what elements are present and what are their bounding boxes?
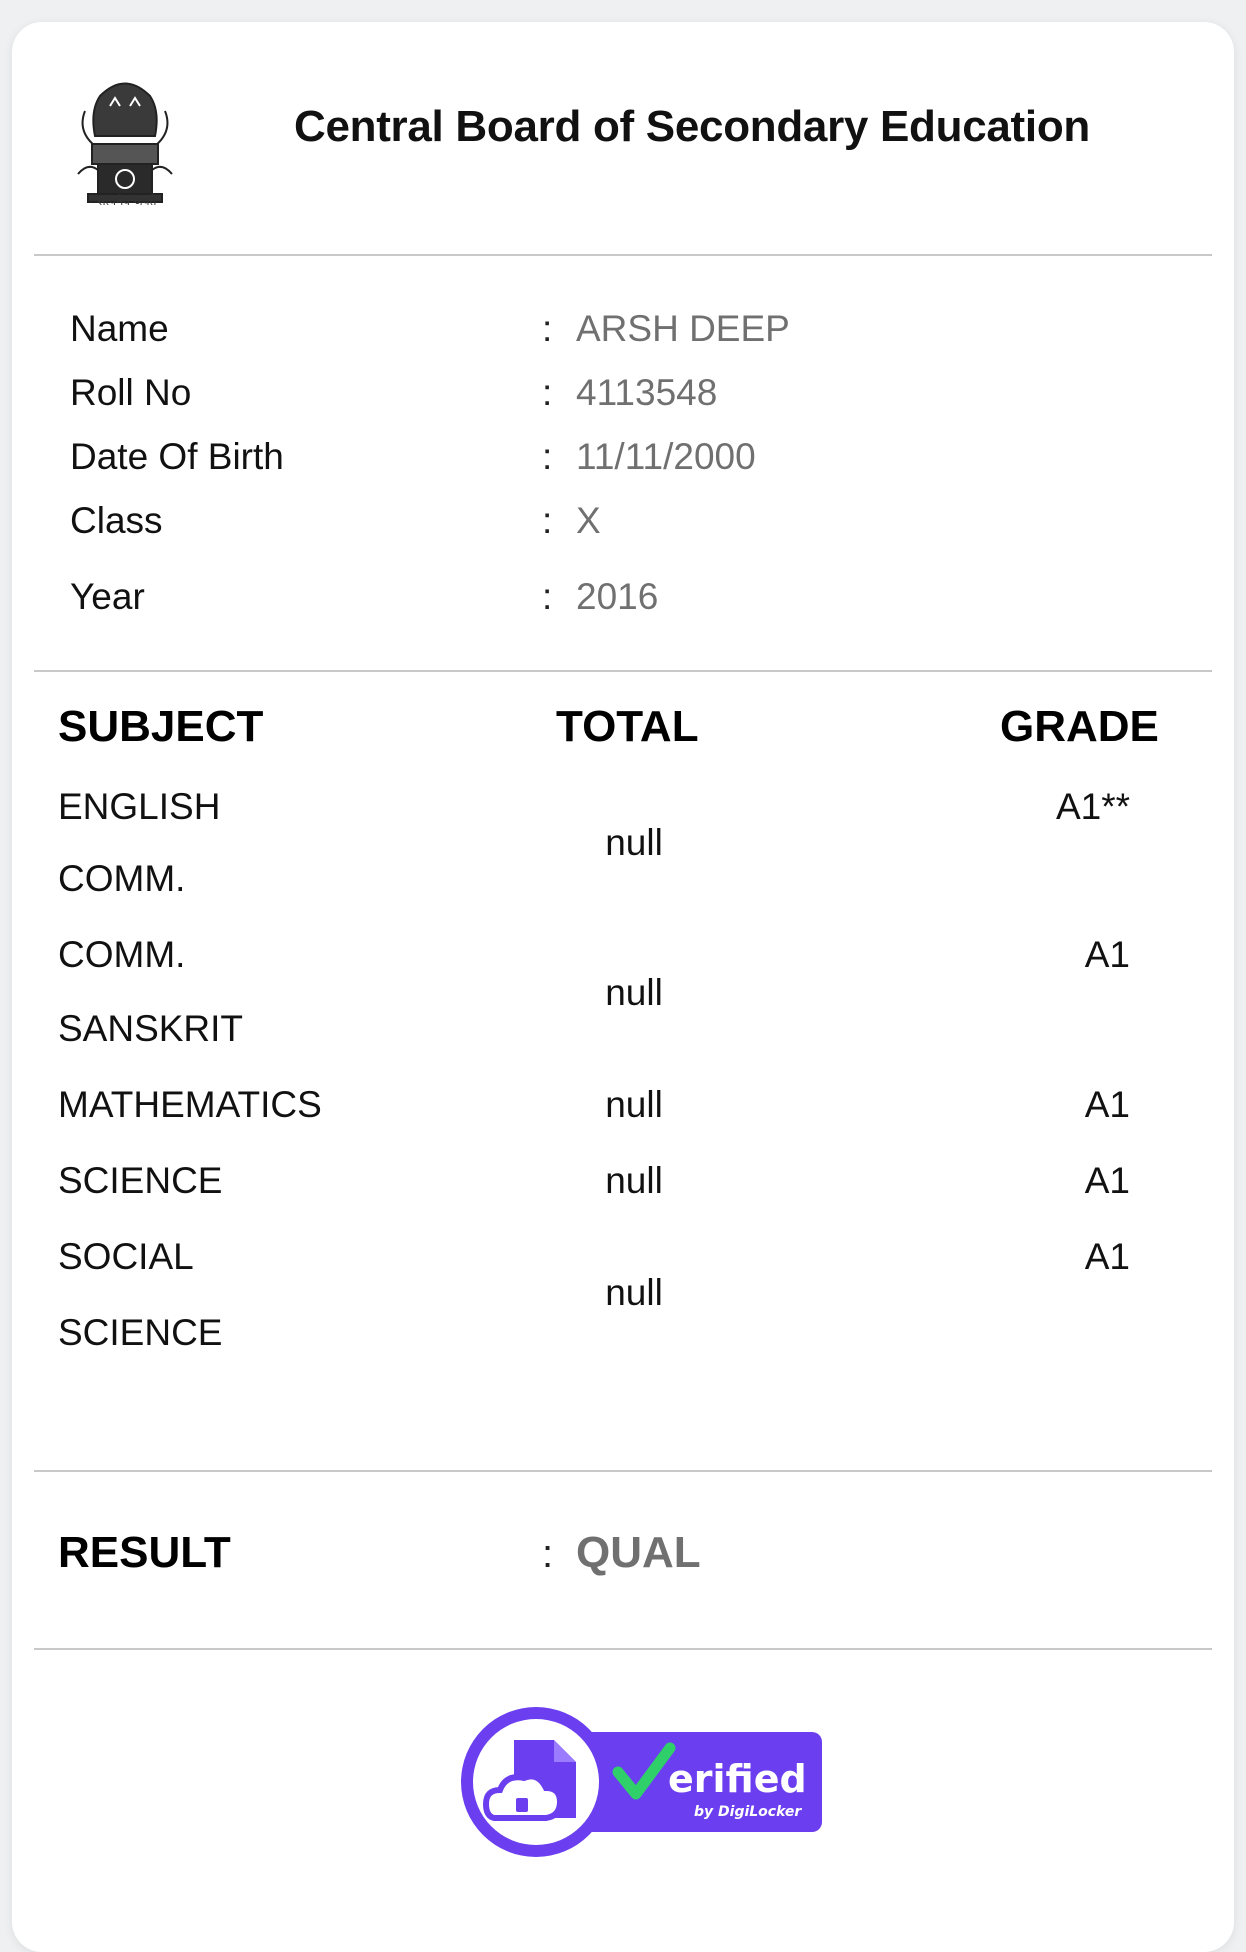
- info-colon: :: [542, 500, 553, 541]
- badge-sub-text: by DigiLocker: [694, 1804, 802, 1820]
- subject-name-line2: SANSKRIT: [58, 1008, 244, 1049]
- subject-name-line1: MATHEMATICS: [58, 1084, 322, 1125]
- subject-name-line1: SCIENCE: [58, 1160, 223, 1201]
- subject-total: null: [605, 822, 663, 863]
- subject-total: null: [605, 972, 663, 1013]
- board-title: Central Board of Secondary Education: [293, 102, 1090, 151]
- subject-name-line1: COMM.: [58, 934, 186, 975]
- info-value: 2016: [576, 576, 659, 617]
- result-label: RESULT: [58, 1528, 231, 1577]
- column-header-total: TOTAL: [556, 702, 699, 751]
- info-row-year: [12, 576, 1234, 626]
- subject-grade: A1: [1084, 1084, 1130, 1125]
- info-colon: :: [542, 308, 553, 349]
- result-colon: :: [542, 1532, 554, 1576]
- subject-total: null: [605, 1084, 663, 1125]
- divider: [34, 1470, 1212, 1472]
- subject-grade: A1**: [1055, 786, 1130, 827]
- info-colon: :: [542, 576, 553, 617]
- subject-name-line1: ENGLISH: [58, 786, 221, 827]
- badge-main-text: erified: [668, 1757, 807, 1801]
- subject-name-line1: SOCIAL: [58, 1236, 194, 1277]
- info-value: 11/11/2000: [576, 436, 756, 477]
- subject-grade: A1: [1084, 1160, 1130, 1201]
- info-row-class: [12, 500, 1234, 550]
- info-value: X: [576, 500, 601, 541]
- subject-grade: A1: [1084, 934, 1130, 975]
- info-row-name: [12, 308, 1234, 358]
- certificate-card: [12, 22, 1234, 1952]
- subject-total: null: [605, 1272, 663, 1313]
- divider: [34, 670, 1212, 672]
- result-value: QUAL: [576, 1528, 701, 1577]
- subject-name-line2: COMM.: [58, 858, 186, 899]
- info-label: Name: [70, 308, 169, 349]
- info-label: Class: [70, 500, 163, 541]
- subject-name-line2: SCIENCE: [58, 1312, 223, 1353]
- info-colon: :: [542, 372, 553, 413]
- divider: [34, 1648, 1212, 1650]
- info-label: Date Of Birth: [70, 436, 284, 477]
- column-header-grade: GRADE: [1000, 702, 1159, 751]
- column-header-subject: SUBJECT: [58, 702, 264, 751]
- info-colon: :: [542, 436, 553, 477]
- info-value: ARSH DEEP: [576, 308, 790, 349]
- subject-total: null: [605, 1160, 663, 1201]
- national-emblem-icon: [70, 66, 180, 236]
- subject-grade: A1: [1084, 1236, 1130, 1277]
- emblem-caption: सत्यमेव जयते: [97, 194, 157, 208]
- info-row-roll-no: [12, 372, 1234, 422]
- info-label: Roll No: [70, 372, 192, 413]
- header: [12, 22, 1234, 252]
- info-row-dob: [12, 436, 1234, 486]
- digilocker-verified-badge: [456, 1702, 836, 1862]
- divider: [34, 254, 1212, 256]
- info-value: 4113548: [576, 372, 718, 413]
- info-label: Year: [70, 576, 145, 617]
